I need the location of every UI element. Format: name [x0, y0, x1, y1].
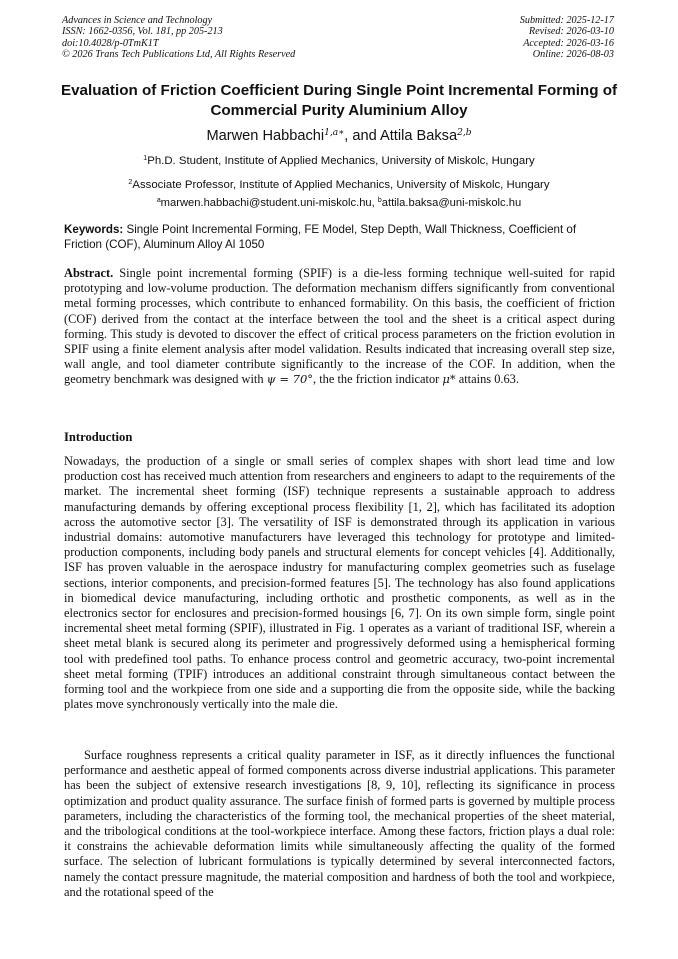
- wall-angle-expression: ψ = 70°: [266, 372, 314, 387]
- abstract-label: Abstract.: [64, 266, 114, 280]
- author-emails: [40, 196, 638, 210]
- author-separator: , and: [344, 128, 381, 144]
- accepted-date: Accepted: 2026-03-16: [523, 37, 614, 49]
- introduction-paragraph-2: Surface roughness represents a critical quality parameter in ISF, as it directly influences the functional performance and aesthetic appeal of formed components across diverse industrial applications. This parameter has been the subject of extensive research investigations [8, 9, 10], reflecting its significance in process optimization and product quality assurance. The surface finish of formed parts is governed by multiple process parameters, including the characteristics of the forming tool, the mechanical properties of the sheet material, and the tribological conditions at the tool-workpiece interface. Among these factors, friction plays a dual role: it constrains the achievable deformation limits while simultaneously affecting the quality of the formed surface. The selection of lubricant formulations is typically determined by several interconnected factors, namely the contact pressure magnitude, the material composition and hardness of both the tool and workpiece, and the rotational speed of the: [64, 748, 615, 899]
- author-1-name: Marwen Habbachi: [206, 128, 325, 144]
- copyright-line: © 2026 Trans Tech Publications Ltd, All Rights Reserved: [62, 49, 296, 61]
- affiliation-1-text: Ph.D. Student, Institute of Applied Mechanics, University of Miskolc, Hungary: [147, 155, 535, 167]
- submitted-date: Submitted: 2025-12-17: [519, 15, 614, 26]
- abstract-text-end: .: [515, 372, 519, 387]
- affiliation-2-text: Associate Professor, Institute of Applied Mechanics, University of Miskolc, Hungary: [132, 179, 550, 191]
- email-a-link[interactable]: marwen.habbachi@student.uni-miskolc.hu,: [160, 197, 378, 209]
- online-date: Online: 2026-08-03: [532, 49, 614, 61]
- author-1-affil-mark: 1,a∗: [324, 128, 345, 139]
- affiliation-2-mark: 2: [128, 179, 133, 187]
- friction-indicator-value: 0.63: [494, 372, 516, 387]
- email-a-mark: a: [156, 197, 161, 205]
- affiliation-2: [40, 178, 638, 192]
- issn-line: ISSN: 1662-0356, Vol. 181, pp 205-213: [62, 26, 223, 38]
- abstract-text: Single point incremental forming (SPIF) is a die-less forming technique well-suited for rapid prototyping and low-volume production. The deformation mechanism differs significantly from conventional metal forming processes, which contribute to enhanced formability. On this basis, the coefficient of friction (COF) derived from the contact at the interface between the tool and the sheet is a critical aspect during forming. This study is devoted to discover the effect of critical process parameters on the friction evolution in SPIF using a finite element analysis after model validation. Results indicated that increasing overall step size, wall angle, and tool diameter contribute significantly to the increase of the COF. In addition, when the geometry benchmark was designed with: [64, 266, 615, 387]
- affiliation-1-mark: 1: [143, 155, 148, 163]
- keywords-label: Keywords:: [64, 223, 124, 236]
- doi-line: doi:10.4028/p-0TmK1T: [62, 37, 159, 49]
- paper-title: Evaluation of Friction Coefficient During Single Point Incremental Forming of Commercial Purity Aluminium Alloy: [60, 82, 618, 119]
- introduction-paragraph-1: Nowadays, the production of a single or small series of complex shapes with short lead time and low production cost has received much attention from researchers and engineers to adapt to the requirements of the market. The incremental sheet forming (ISF) technique represents a sustainable approach to address manufacturing demands by offering exceptional process flexibility [1, 2], which has facilitated its adoption across the automotive sector [3]. The versatility of ISF is demonstrated through its application in various industrial domains: automotive manufacturers have leveraged this technology for prototype and limited-production components, including body panels and structural elements for concept vehicles [4]. Additionally, ISF has proven valuable in the aerospace industry for manufacturing complex geometries such as fuselage sections, interior components, and precision-formed features [5]. The technology has also found applications in biomedical device manufacturing, including orthotic and prosthetic components, as well as in the electronics sector for enclosures and precision-formed housings [6, 7]. On its own simple form, single point incremental sheet metal forming (SPIF), illustrated in Fig. 1 operates as a variant of traditional ISF, wherein a sheet metal blank is secured along its perimeter and progressively deformed using a hemispherical forming tool with predefined tool paths. To enhance process control and geometric accuracy, two-point incremental sheet metal forming (TPIF) introduces an additional constraint through simultaneous contact between the forming tool and the workpiece from one side and a supporting die from the opposite side, while the backing plates move synchronously vertically into the male die.: [64, 454, 615, 712]
- email-b-mark: b: [377, 197, 382, 205]
- journal-header-left: [62, 15, 295, 61]
- keywords-text: Single Point Incremental Forming, FE Model, Step Depth, Wall Thickness, Coefficient of Friction (COF), Aluminum Alloy Al 1050: [64, 223, 577, 251]
- email-b-link[interactable]: attila.baksa@uni-miskolc.hu: [381, 197, 522, 209]
- friction-indicator-symbol: μ*: [442, 372, 456, 387]
- abstract-text-attains: attains: [455, 372, 495, 387]
- abstract-block: [64, 266, 615, 388]
- journal-name: Advances in Science and Technology: [62, 15, 213, 26]
- revised-date: Revised: 2026-03-10: [528, 26, 614, 38]
- author-line: [40, 127, 638, 145]
- author-2-affil-mark: 2,b: [457, 128, 472, 139]
- affiliation-1: [40, 154, 638, 168]
- abstract-text-mid: , the the friction indicator: [313, 372, 443, 387]
- author-2-name: Attila Baksa: [380, 128, 458, 144]
- keywords-block: [64, 222, 616, 252]
- journal-header-right: [520, 15, 614, 61]
- introduction-heading: Introduction: [64, 430, 133, 444]
